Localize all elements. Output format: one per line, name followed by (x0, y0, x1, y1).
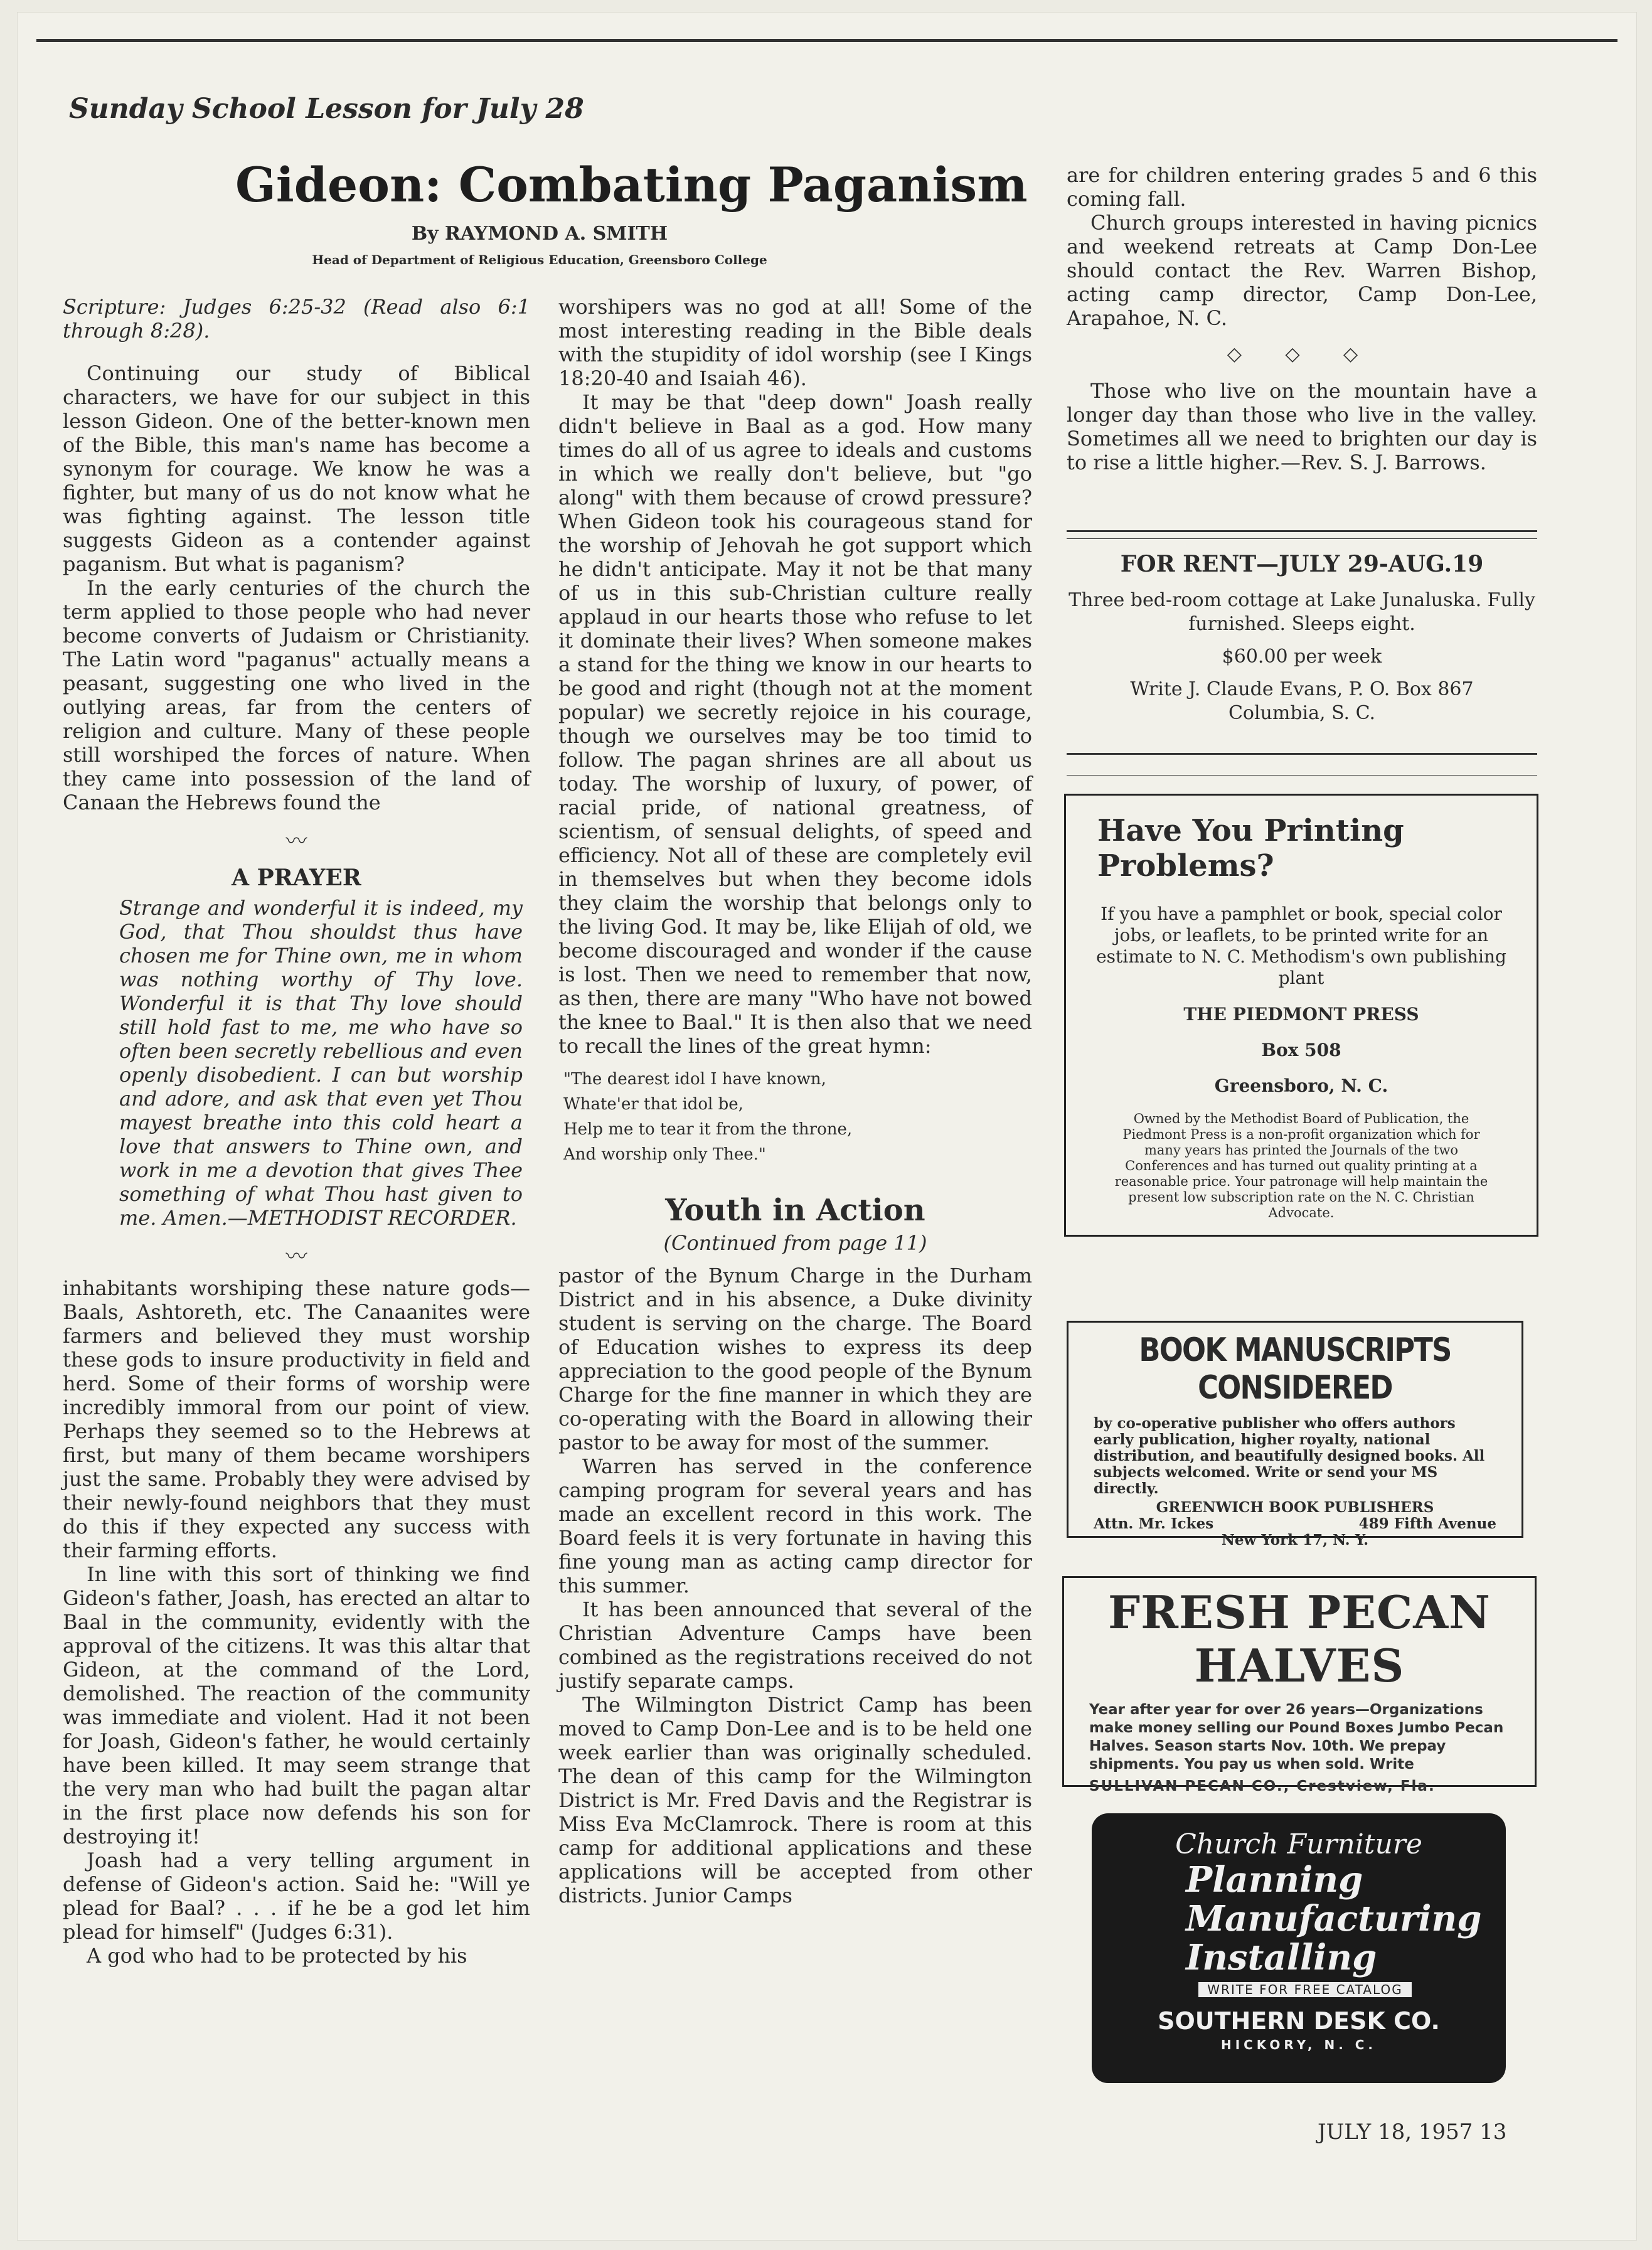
continued-note: (Continued from page 11) (663, 1231, 927, 1255)
printing-name: THE PIEDMONT PRESS (1183, 1004, 1419, 1025)
rent-heading: FOR RENT—JULY 29-AUG.19 (1120, 551, 1484, 577)
paragraph: The Wilmington District Camp has been moved to Camp Don-Lee and is to be held one week earlier than was originally scheduled. The dean of this camp for the Wilmington District is Mr. Fred Davis and the Registrar is Miss Eva McClamrock. There is room at this camp for additional applications and these applications will be accepted from other districts. Junior Camps (558, 1693, 1032, 1907)
church-furniture-ad (1092, 1813, 1506, 2083)
paragraph: In the early centuries of the church the term applied to those people who had never become converts of Judaism or Christianity. The Latin word "paganus" actually means a peasant, suggesting one who lived in the outlying areas, far from the centers of religion and culture. Many of these people still worshiped the forces of nature. When they came into possession of the land of Canaan the Hebrews found the (63, 576, 530, 814)
byline: By RAYMOND A. SMITH (411, 223, 668, 245)
quote-paragraph: Those who live on the mountain have a longer day than those who live in the valley. Sometimes all we need to brighten our day is to rise a little higher.—Rev. S. J. Barrows. (1067, 379, 1537, 474)
rent-line: Columbia, S. C. (1228, 702, 1376, 724)
column-3 (1067, 163, 1537, 474)
rent-line: Write J. Claude Evans, P. O. Box 867 (1130, 678, 1474, 700)
paragraph: It may be that "deep down" Joash really didn't believe in Baal as a god. How many times do all of us agree to ideals and customs in which we really don't believe, but "go along" with them because of crowd pressure? When Gideon took his courageous stand for the worship of Jehovah he got support which he didn't anticipate. May it not be that many of us in this sub-Christian culture really applaud in our hearts those who refuse to let it dominate their lives? When someone makes a stand for the thing we know in our hearts to be good and right (though not at the moment popular) we secretly rejoice in his courage, though we ourselves may be too timid to follow. The pagan shrines are all about us today. The worship of luxury, of power, of racial pride, of national greatness, of scientism, of sensual delights, of speed and efficiency. Not all of these are completely evil in themselves but when they become idols they claim the worship that belongs only to the living God. It may be, like Elijah of old, we become discouraged and wonder if the cause is lost. Then we need to remember that now, as then, there are many "Who have not bowed the knee to Baal." It is then also that we need to recall the lines of the great hymn: (558, 390, 1032, 1058)
byline-affiliation: Head of Department of Religious Education, Greensboro College (312, 252, 767, 267)
book-attn: Attn. Mr. Ickes (1094, 1515, 1214, 1532)
divider (1067, 530, 1537, 532)
hymn-line: Help me to tear it from the throne, (563, 1120, 853, 1139)
for-rent-ad (1067, 552, 1537, 725)
printing-box: Box 508 (1261, 1040, 1341, 1060)
printing-city: Greensboro, N. C. (1214, 1075, 1388, 1096)
pecan-body: Year after year for over 26 years—Organizations make money selling our Pound Boxes Jumbo Pecan Halves. Season starts Nov. 10th. We prepay shipments. You pay us when sold. Write (1089, 1702, 1504, 1773)
rent-price: $60.00 per week (1222, 646, 1382, 668)
paragraph: A god who had to be protected by his (87, 1944, 467, 1968)
church-installing: Installing (1186, 1937, 1377, 1978)
printing-body: If you have a pamphlet or book, special color jobs, or leaflets, to be printed write for an estimate to N. C. Methodism's own publishing plant (1096, 904, 1506, 988)
pecan-ad (1062, 1576, 1537, 1794)
prayer-heading: A PRAYER (232, 865, 361, 891)
pecan-heading: FRESH PECAN HALVES (1108, 1586, 1491, 1692)
rent-line: Three bed-room cottage at Lake Junaluska. Fully furnished. Sleeps eight. (1068, 589, 1535, 635)
youth-heading: Youth in Action (665, 1193, 925, 1228)
scripture-reference: Scripture: Judges 6:25-32 (Read also 6:1 through 8:28). (63, 295, 530, 343)
paragraph: are for children entering grades 5 and 6 this coming fall. (1067, 163, 1537, 211)
column-1 (63, 295, 530, 1968)
book-ad (1067, 1321, 1523, 1549)
catalog-banner: WRITE FOR FREE CATALOG (1198, 1982, 1412, 1997)
paragraph: inhabitants worshiping these nature gods—Baals, Ashtoreth, etc. The Canaanites were farmers and believed they must worship these gods to insure productivity in field and herd. Some of their forms of worship were incredibly immoral from our point of view. Perhaps they seemed so to the Hebrews at first, but many of them became worshipers just the same. Probably they were advised by their newly-found neighbors that they must do this if they expected any success with their farming efforts. (63, 1276, 530, 1562)
article-title: Gideon: Combating Paganism (235, 157, 1028, 213)
diamond-ornament: ◇ ◇ ◇ (1227, 343, 1377, 365)
divider (1067, 775, 1537, 776)
church-company: SOUTHERN DESK CO. (1158, 2007, 1440, 2035)
section-kicker: Sunday School Lesson for July 28 (69, 93, 584, 125)
column-2 (558, 295, 1032, 1907)
ornament: 〰 (285, 829, 307, 854)
book-heading: BOOK MANUSCRIPTS CONSIDERED (1139, 1331, 1451, 1407)
church-manufacturing: Manufacturing (1186, 1898, 1482, 1939)
hymn-quote (563, 1067, 1032, 1167)
paragraph: worshipers was no god at all! Some of the most interesting reading in the Bible deals with the stupidity of idol worship (see I Kings 18:20-40 and Isaiah 46). (558, 295, 1032, 390)
paragraph: Joash had a very telling argument in defense of Gideon's action. Said he: "Will ye plead for Baal? . . . if he be a god let him plead for himself" (Judges 6:31). (63, 1848, 530, 1944)
hymn-line: Whate'er that idol be, (563, 1095, 743, 1114)
divider (1067, 538, 1537, 539)
hymn-line: "The dearest idol I have known, (563, 1070, 826, 1089)
paragraph: Continuing our study of Biblical characters, we have for our subject in this lesson Gideon. One of the better-known men of the Bible, this man's name has become a synonym for courage. We know he was a fighter, but many of us do not know what he was fighting against. The lesson title suggests Gideon as a contender against paganism. But what is paganism? (63, 361, 530, 576)
book-address-row (1068, 1516, 1521, 1532)
ornament: 〰 (285, 1244, 307, 1269)
paragraph: Warren has served in the conference camping program for several years and has made an excellent record in this work. The Board feels it is very fortunate in having this fine young man as acting camp director for this summer. (558, 1454, 1032, 1597)
church-title: Church Furniture (1175, 1828, 1422, 1860)
printing-fine-print: Owned by the Methodist Board of Publication, the Piedmont Press is a non-profit organization which for many years has printed the Journals of the two Conferences and has turned out quality printing at a reasonable price. Your patronage will help maintain the present low subscription rate on the N. C. Christian Advocate. (1114, 1111, 1488, 1220)
book-body: by co-operative publisher who offers authors early publication, higher royalty, national distribution, and beautifully designed books. All subjects welcomed. Write or send your MS directly. (1094, 1415, 1485, 1497)
book-city: New York 17, N. Y. (1221, 1532, 1369, 1549)
paragraph: pastor of the Bynum Charge in the Durham District and in his absence, a Duke divinity student is serving on the charge. The Board of Education wishes to express its deep appreciation to the good people of the Bynum Charge for the fine manner in which they are co-operating with the Board in allowing their pastor to be away for most of the summer. (558, 1264, 1032, 1454)
printing-heading: Have You Printing Problems? (1097, 813, 1404, 883)
page-folio: JULY 18, 1957 13 (1318, 2119, 1507, 2145)
book-publisher: GREENWICH BOOK PUBLISHERS (1156, 1499, 1434, 1516)
church-city: HICKORY, N. C. (1220, 2037, 1377, 2052)
paragraph: It has been announced that several of the Christian Adventure Camps have been combined as the registrations received do not justify separate camps. (558, 1597, 1032, 1693)
hymn-line: And worship only Thee." (563, 1145, 766, 1164)
pecan-company: SULLIVAN PECAN CO., Crestview, Fla. (1089, 1778, 1436, 1794)
paragraph: In line with this sort of thinking we find Gideon's father, Joash, has erected an altar to Baal in the community, evidently with the approval of the citizens. It was this altar that Gideon, at the command of the Lord, demolished. The reaction of the community was immediate and violent. Had it not been for Joash, Gideon's father, he would certainly have been killed. It may seem strange that the very man who had built the pagan altar in the first place now defends his son for destroying it! (63, 1562, 530, 1848)
book-street: 489 Fifth Avenue (1358, 1515, 1496, 1532)
divider (1067, 753, 1537, 755)
top-rule (36, 39, 1617, 42)
printing-ad (1064, 794, 1538, 1237)
church-planning: Planning (1186, 1859, 1363, 1901)
prayer-text: Strange and wonderful it is indeed, my God, that Thou shouldst thus have chosen me for Thine own, me in whom was nothing worthy of Thy love. Wonderful it is that Thy love should still hold fast to me, me who have so often been secretly rebellious and even openly disobedient. I can but worship and adore, and ask that even yet Thou mayest breathe into this cold heart a love that answers to Thine own, and work in me a devotion that gives Thee something of what Thou hast given to me. Amen.—METHODIST RECORDER. (119, 896, 523, 1230)
paragraph: Church groups interested in having picnics and weekend retreats at Camp Don-Lee should contact the Rev. Warren Bishop, acting camp director, Camp Don-Lee, Arapahoe, N. C. (1067, 211, 1537, 330)
